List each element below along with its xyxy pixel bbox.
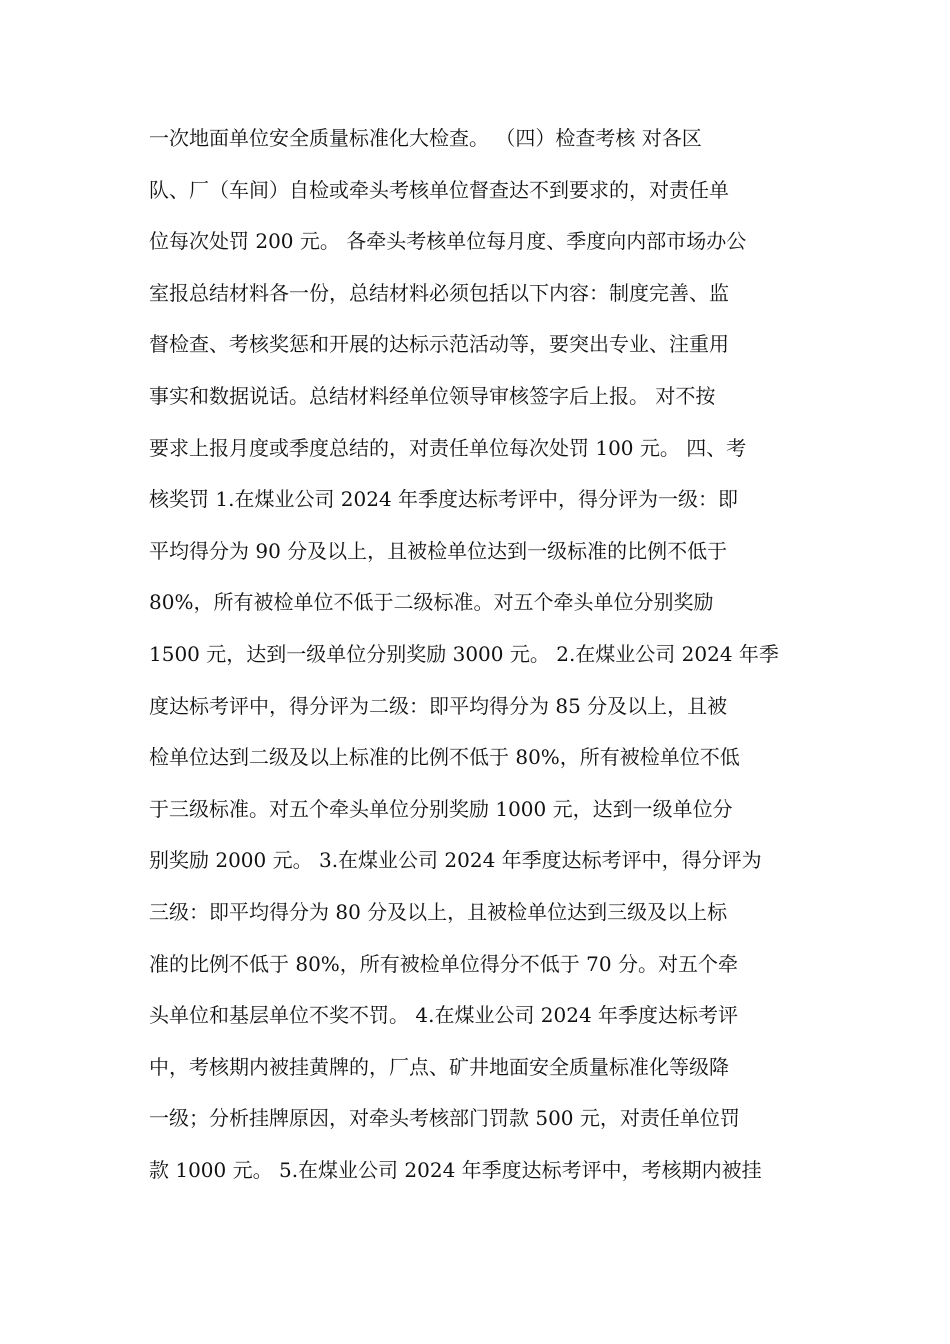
text-line: 室报总结材料各一份，总结材料必须包括以下内容：制度完善、监 <box>149 280 729 305</box>
text-line: 要求上报月度或季度总结的，对责任单位每次处罚 100 元。 四、考 <box>149 435 747 460</box>
text-line: 位每次处罚 200 元。 各牵头考核单位每月度、季度向内部市场办公 <box>149 229 747 254</box>
text-line: 别奖励 2000 元。 3.在煤业公司 2024 年季度达标考评中，得分评为 <box>149 848 762 873</box>
text-line: 平均得分为 90 分及以上，且被检单位达到一级标准的比例不低于 <box>149 538 728 563</box>
text-line: 于三级标准。对五个牵头单位分别奖励 1000 元，达到一级单位分 <box>149 796 733 821</box>
text-line: 核奖罚 1.在煤业公司 2024 年季度达标考评中，得分评为一级：即 <box>149 487 739 512</box>
text-line: 款 1000 元。 5.在煤业公司 2024 年季度达标考评中，考核期内被挂 <box>149 1157 762 1182</box>
text-line: 80%，所有被检单位不低于二级标准。对五个牵头单位分别奖励 <box>149 590 714 615</box>
body-text <box>149 114 809 1197</box>
text-line: 一次地面单位安全质量标准化大检查。 （四）检查考核 对各区 <box>149 126 702 150</box>
text-line: 督检查、考核奖惩和开展的达标示范活动等，要突出专业、注重用 <box>149 332 729 357</box>
text-line: 事实和数据说话。总结材料经单位领导审核签字后上报。 对不按 <box>149 383 716 408</box>
text-line: 中，考核期内被挂黄牌的，厂点、矿井地面安全质量标准化等级降 <box>149 1054 729 1079</box>
text-line: 队、厂（车间）自检或牵头考核单位督查达不到要求的，对责任单 <box>149 177 729 202</box>
text-line: 一级；分析挂牌原因，对牵头考核部门罚款 500 元，对责任单位罚 <box>149 1106 740 1131</box>
text-line: 1500 元，达到一级单位分别奖励 3000 元。 2.在煤业公司 2024 年季 <box>149 641 779 666</box>
text-line: 头单位和基层单位不奖不罚。 4.在煤业公司 2024 年季度达标考评 <box>149 1003 739 1028</box>
text-line: 检单位达到二级及以上标准的比例不低于 80%，所有被检单位不低 <box>149 745 740 770</box>
text-line: 度达标考评中，得分评为二级：即平均得分为 85 分及以上，且被 <box>149 693 728 718</box>
text-line: 三级：即平均得分为 80 分及以上，且被检单位达到三级及以上标 <box>149 899 728 924</box>
text-line: 准的比例不低于 80%，所有被检单位得分不低于 70 分。对五个牵 <box>149 951 738 976</box>
